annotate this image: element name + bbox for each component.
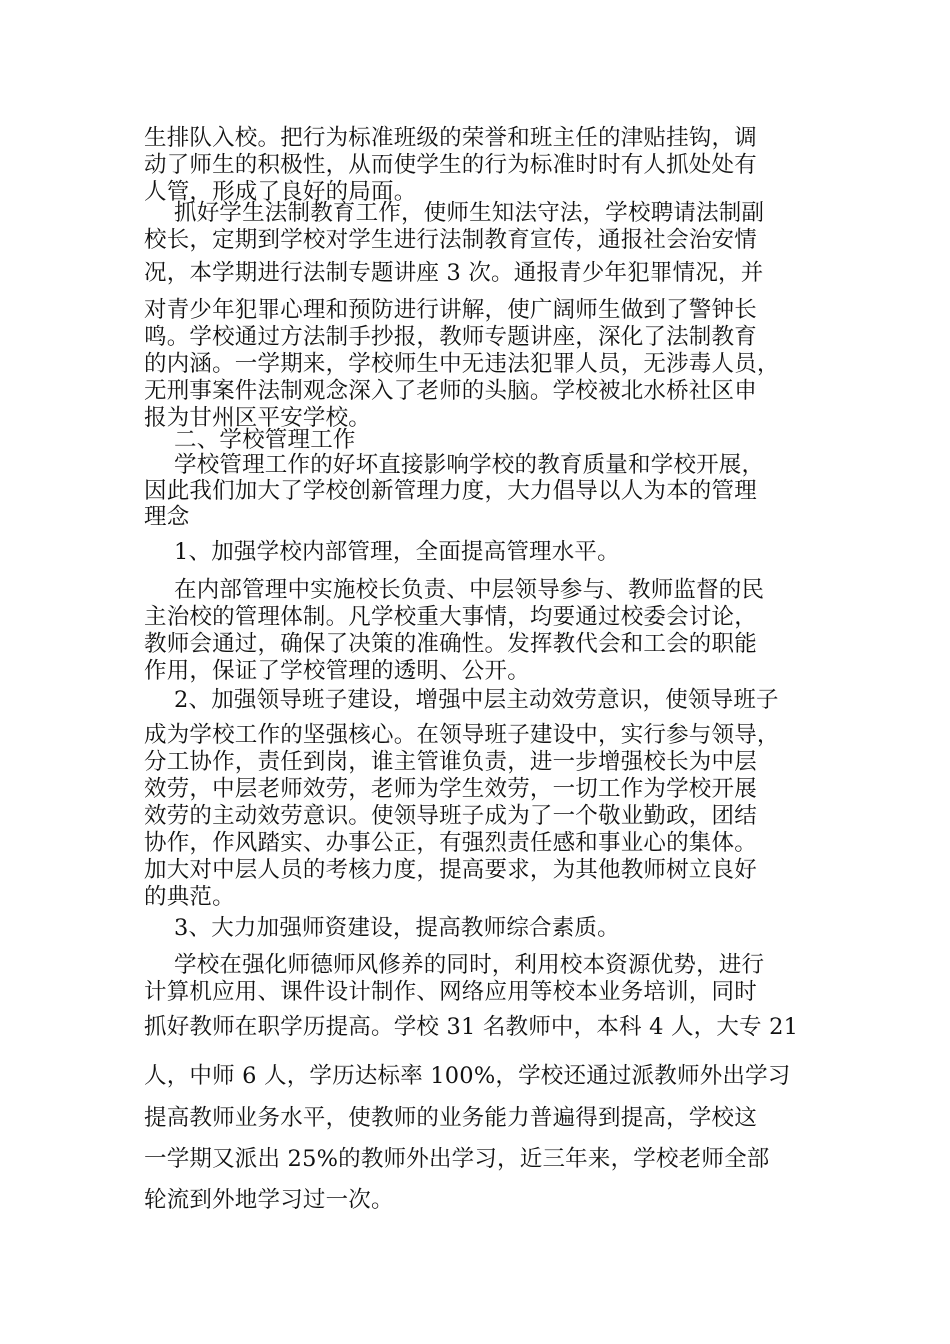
subsection-heading: 2、加强领导班子建设，增强中层主动效劳意识，使领导班子 (174, 687, 779, 713)
paragraph-start-line: 学校管理工作的好坏直接影响学校的教育质量和学校开展， (174, 452, 765, 478)
text-line: 抓好教师在职学历提高。学校 31 名教师中，本科 4 人，大专 21 (144, 1014, 799, 1040)
subsection-heading: 3、大力加强师资建设，提高教师综合素质。 (174, 915, 620, 941)
text-line: 无刑事案件法制观念深入了老师的头脑。学校被北水桥社区申 (144, 378, 757, 404)
text-line: 理念 (144, 504, 190, 530)
text-line: 生排队入校。把行为标准班级的荣誉和班主任的津贴挂钩，调 (144, 125, 757, 151)
text-line: 对青少年犯罪心理和预防进行讲解，使广阔师生做到了警钟长 (144, 297, 757, 323)
text-line: 教师会通过，确保了决策的准确性。发挥教代会和工会的职能 (144, 631, 757, 657)
text-line: 人管，形成了良好的局面。 (144, 179, 417, 205)
text-line: 主治校的管理体制。凡学校重大事情，均要通过校委会讨论， (144, 604, 757, 630)
text-line: 提高教师业务水平，使教师的业务能力普遍得到提高，学校这 (144, 1105, 757, 1131)
text-line: 分工协作，责任到岗，谁主管谁负责，进一步增强校长为中层 (144, 749, 757, 775)
text-line: 加大对中层人员的考核力度，提高要求，为其他教师树立良好 (144, 857, 757, 883)
text-line: 因此我们加大了学校创新管理力度，大力倡导以人为本的管理 (144, 478, 757, 504)
text-line: 一学期又派出 25%的教师外出学习，近三年来，学校老师全部 (144, 1146, 770, 1172)
text-line: 效劳，中层老师效劳，老师为学生效劳，一切工作为学校开展 (144, 776, 757, 802)
text-line: 的内涵。一学期来，学校师生中无违法犯罪人员，无涉毒人员， (144, 351, 780, 377)
text-line: 鸣。学校通过方法制手抄报，教师专题讲座，深化了法制教育 (144, 324, 757, 350)
subsection-heading: 1、加强学校内部管理，全面提高管理水平。 (174, 539, 620, 565)
text-line: 作用，保证了学校管理的透明、公开。 (144, 658, 530, 684)
text-line: 效劳的主动效劳意识。使领导班子成为了一个敬业勤政，团结 (144, 803, 757, 829)
text-line: 动了师生的积极性，从而使学生的行为标准时时有人抓处处有 (144, 152, 757, 178)
text-line: 轮流到外地学习过一次。 (144, 1187, 394, 1213)
paragraph-start-line: 学校在强化师德师风修养的同时，利用校本资源优势，进行 (174, 952, 765, 978)
text-line: 成为学校工作的坚强核心。在领导班子建设中，实行参与领导， (144, 722, 780, 748)
paragraph-start-line: 抓好学生法制教育工作，使师生知法守法，学校聘请法制副 (174, 200, 765, 226)
text-line: 的典范。 (144, 884, 235, 910)
section-heading: 二、学校管理工作 (174, 427, 356, 453)
text-line: 报为甘州区平安学校。 (144, 405, 372, 431)
text-line: 人，中师 6 人，学历达标率 100%，学校还通过派教师外出学习 (144, 1063, 791, 1089)
text-line: 况，本学期进行法制专题讲座 3 次。通报青少年犯罪情况，并 (144, 260, 764, 286)
paragraph-start-line: 在内部管理中实施校长负责、中层领导参与、教师监督的民 (174, 577, 765, 603)
text-line: 协作，作风踏实、办事公正，有强烈责任感和事业心的集体。 (144, 830, 757, 856)
text-line: 校长，定期到学校对学生进行法制教育宣传，通报社会治安情 (144, 227, 757, 253)
text-line: 计算机应用、课件设计制作、网络应用等校本业务培训，同时 (144, 979, 757, 1005)
